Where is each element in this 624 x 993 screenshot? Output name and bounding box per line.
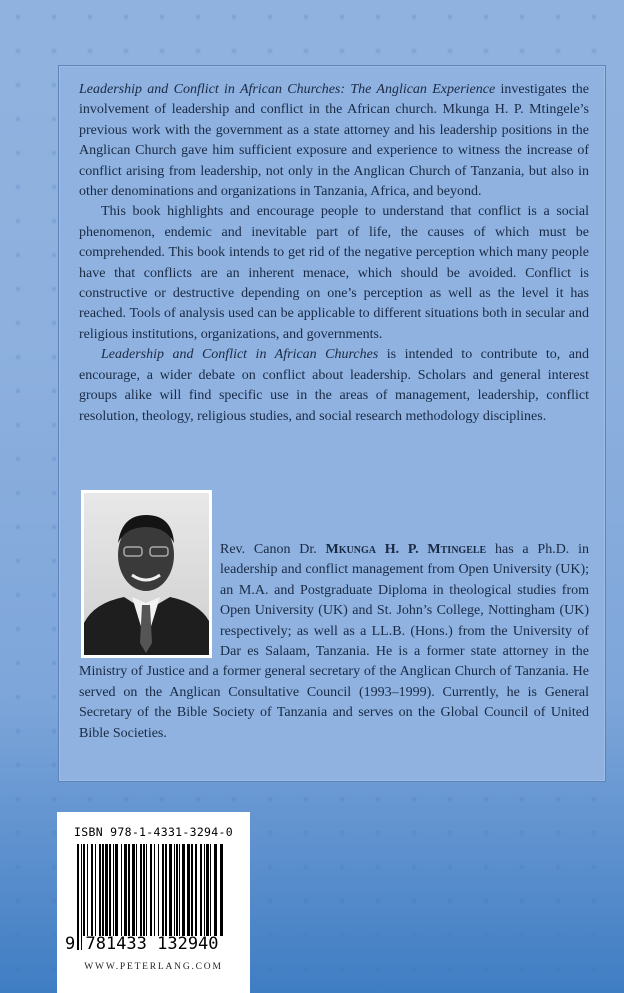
barcode-bar [182, 844, 185, 936]
book-description [79, 80, 589, 427]
book-title-italic: Leadership and Conflict in African Churches: The Anglican Experience [79, 82, 496, 97]
barcode-bar [140, 844, 142, 936]
description-paragraph-1 [79, 80, 589, 202]
paragraph-text: investigates the involvement of leadership and conflict in the African church. Mkunga H. P. Mtingele’s previous work with the government as a state attorney and his leadership positions in the Anglican Church gave him sufficient exposure and experience to witness the increase of conflict arising from leadership, not only in the Anglican Church of Tanzania, but also in other denominations and organizations in Tanzania, Africa, and beyond. [79, 82, 590, 200]
description-paragraph-2: This book highlights and encourage people to understand that conflict is a social phenomenon, endemic and inevitable part of life, the causes of which must be comprehended. This book intends to get rid of the negative perception which many people have that conflicts are an inherent menace, which should be avoided. Conflict is constructive or destructive depending on one’s perception as well as the level it has reached. Tools of analysis used can be applicable to different situations both in secular and religious institutions, organizations, and governments. [79, 204, 589, 342]
barcode-number: 9 781433 132940 [65, 934, 219, 954]
author-portrait-image [84, 493, 209, 655]
barcode-bar [83, 844, 85, 936]
barcode-bar [146, 844, 147, 936]
author-photo [81, 490, 212, 658]
publisher-url: WWW.PETERLANG.COM [84, 962, 223, 972]
description-paragraph-3 [79, 345, 589, 427]
author-name: Mkunga H. P. Mtingele [325, 542, 487, 557]
bio-text: has a Ph.D. in leadership and conflict management from Open University (UK); an M.A. and Postgraduate Diploma in theological studies from Open University (UK) and St. John’s College, Nottingham (UK) respectively; as well as a LL.B. (Hons.) from the University of Dar es Salaam, Tanzania. He is a former state attorney in the Ministry of Justice and a former general secretary of the Anglican Church of Tanzania. He served on the Anglican Consultative Council (1993–1999). Currently, he is General Secretary of the Bible Society of Tanzania and serves on the Global Council of United Bible Societies. [79, 542, 589, 741]
barcode-bar [206, 844, 209, 936]
barcode-bar [121, 844, 122, 936]
barcode-bar [113, 844, 114, 936]
barcode-bar [154, 844, 155, 936]
barcode-bar [95, 844, 96, 936]
author-bio [79, 490, 589, 744]
barcode-bar [214, 844, 217, 936]
author-title: Rev. Canon Dr. [220, 542, 326, 557]
barcode-bar [109, 844, 111, 936]
barcode-bar [132, 844, 135, 936]
barcode-bar [128, 844, 130, 936]
book-title-italic: Leadership and Conflict in African Churches [101, 347, 379, 363]
barcode-bar [195, 844, 197, 936]
barcode-bar [220, 844, 223, 936]
barcode-bar [124, 844, 127, 936]
barcode-bar [143, 844, 145, 936]
barcode-bar [191, 844, 193, 936]
barcode-box [57, 812, 250, 993]
barcode-bar [136, 844, 137, 936]
barcode-bar [162, 844, 164, 936]
barcode-bar [165, 844, 167, 936]
barcode-bar [99, 844, 101, 936]
barcode-bar [200, 844, 202, 936]
barcode-bar [179, 844, 180, 936]
barcode-bar [150, 844, 152, 936]
barcode-bar [174, 844, 175, 936]
barcode-bar [169, 844, 172, 936]
barcode-bar [204, 844, 205, 936]
isbn-label: ISBN 978-1-4331-3294-0 [74, 825, 233, 839]
paragraph-text: is intended to contribute to, and encourage, a wider debate on conflict about leadership. Scholars and general interest groups alike will find specific use in the areas of management, leadership, conflict resolution, theology, religious studies, and social research methodology disciplines. [79, 347, 590, 424]
barcode-bar [176, 844, 178, 936]
barcode-bar [210, 844, 211, 936]
barcode-bar [115, 844, 118, 936]
description-panel [58, 65, 606, 782]
barcode-bar [105, 844, 108, 936]
barcode-bar [187, 844, 190, 936]
barcode-bar [102, 844, 104, 936]
barcode-bar [158, 844, 159, 936]
barcode-bar [91, 844, 93, 936]
barcode-bar [87, 844, 88, 936]
